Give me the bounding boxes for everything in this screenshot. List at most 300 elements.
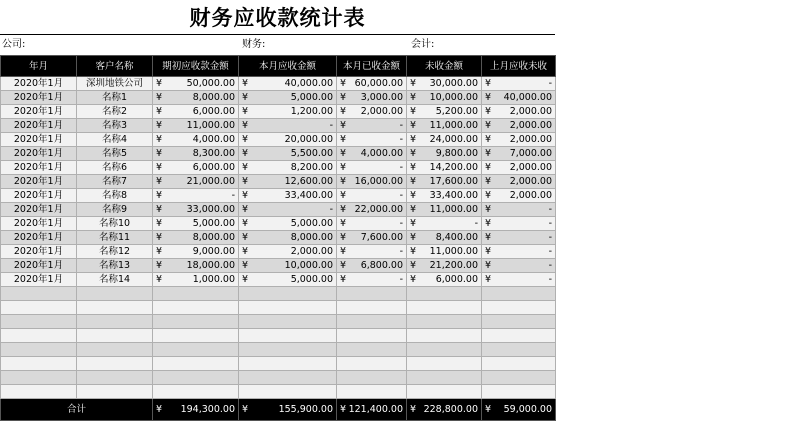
table-cell[interactable]	[482, 105, 556, 119]
table-cell[interactable]: 2020年1月	[1, 133, 77, 147]
currency-symbol: ¥	[410, 92, 417, 103]
currency-symbol: ¥	[156, 78, 163, 89]
table-cell[interactable]: 2020年1月	[1, 189, 77, 203]
table-cell[interactable]	[239, 161, 337, 175]
currency-symbol: ¥	[242, 162, 249, 173]
table-cell[interactable]: 名称6	[77, 161, 153, 175]
currency-symbol: ¥	[340, 162, 347, 173]
table-cell[interactable]	[153, 147, 239, 161]
cell-value: -	[548, 218, 552, 229]
table-row	[1, 329, 556, 343]
table-row	[1, 385, 556, 399]
cell-value: 21,200.00	[429, 260, 478, 271]
table-cell[interactable]	[239, 385, 337, 399]
cell-value: 33,000.00	[186, 204, 235, 215]
table-cell[interactable]: 名称11	[77, 231, 153, 245]
currency-symbol: ¥	[485, 78, 492, 89]
table-cell[interactable]	[153, 133, 239, 147]
table-cell[interactable]	[153, 329, 239, 343]
table-cell[interactable]	[77, 371, 153, 385]
currency-symbol: ¥	[410, 246, 417, 257]
table-cell[interactable]: 名称10	[77, 217, 153, 231]
currency-symbol: ¥	[410, 134, 417, 145]
cell-value: 40,000.00	[503, 92, 552, 103]
table-cell[interactable]	[482, 343, 556, 357]
total-value: 228,800.00	[423, 404, 478, 415]
table-cell[interactable]	[482, 357, 556, 371]
table-row	[1, 301, 556, 315]
cell-value: -	[231, 190, 235, 201]
cell-value: 30,000.00	[429, 78, 478, 89]
currency-symbol: ¥	[485, 134, 492, 145]
table-cell[interactable]	[407, 315, 482, 329]
table-cell[interactable]	[77, 357, 153, 371]
cell-value: 2,000.00	[509, 190, 552, 201]
table-row	[1, 189, 556, 203]
table-cell[interactable]: 2020年1月	[1, 161, 77, 175]
table-cell[interactable]	[337, 315, 407, 329]
currency-symbol: ¥	[340, 274, 347, 285]
currency-symbol: ¥	[410, 162, 417, 173]
cell-value: 2,000.00	[360, 106, 403, 117]
currency-symbol: ¥	[242, 120, 249, 131]
table-cell[interactable]	[153, 385, 239, 399]
cell-value: 40,000.00	[284, 78, 333, 89]
table-cell[interactable]	[239, 245, 337, 259]
cell-value: 8,000.00	[290, 232, 333, 243]
table-cell[interactable]: 名称1	[77, 91, 153, 105]
table-cell[interactable]	[337, 357, 407, 371]
table-cell[interactable]	[407, 371, 482, 385]
currency-symbol: ¥	[485, 176, 492, 187]
total-value: 59,000.00	[503, 404, 552, 415]
table-cell[interactable]: 名称4	[77, 133, 153, 147]
table-cell[interactable]	[153, 301, 239, 315]
table-cell[interactable]: 深圳地铁公司	[77, 77, 153, 91]
table-cell[interactable]: 2020年1月	[1, 203, 77, 217]
table-cell[interactable]	[1, 371, 77, 385]
table-cell[interactable]: 2020年1月	[1, 217, 77, 231]
table-cell[interactable]	[239, 91, 337, 105]
table-cell[interactable]	[239, 301, 337, 315]
table-cell[interactable]	[337, 133, 407, 147]
table-cell[interactable]	[482, 77, 556, 91]
table-row	[1, 119, 556, 133]
table-row	[1, 175, 556, 189]
table-cell[interactable]	[239, 77, 337, 91]
table-cell[interactable]	[77, 329, 153, 343]
table-cell[interactable]	[1, 287, 77, 301]
column-header[interactable]: 年月	[1, 56, 77, 77]
table-cell[interactable]	[153, 91, 239, 105]
table-cell[interactable]	[239, 133, 337, 147]
column-header[interactable]: 上月应收未收	[482, 56, 556, 77]
table-cell[interactable]	[337, 203, 407, 217]
currency-symbol: ¥	[242, 148, 249, 159]
table-cell[interactable]	[482, 259, 556, 273]
currency-symbol: ¥	[156, 190, 163, 201]
currency-symbol: ¥	[485, 106, 492, 117]
table-cell[interactable]	[482, 91, 556, 105]
table-cell[interactable]	[239, 315, 337, 329]
cell-value: 9,800.00	[435, 148, 478, 159]
table-cell[interactable]	[77, 343, 153, 357]
totals-row	[1, 399, 556, 421]
table-cell[interactable]: 2020年1月	[1, 175, 77, 189]
table-cell[interactable]	[239, 105, 337, 119]
table-cell[interactable]	[337, 245, 407, 259]
cell-value: -	[329, 204, 333, 215]
table-cell[interactable]: 名称8	[77, 189, 153, 203]
table-cell[interactable]	[1, 301, 77, 315]
table-cell[interactable]	[337, 175, 407, 189]
currency-symbol: ¥	[410, 148, 417, 159]
column-header[interactable]: 未收金额	[407, 56, 482, 77]
table-cell[interactable]	[153, 231, 239, 245]
table-cell[interactable]	[1, 329, 77, 343]
table-cell[interactable]	[407, 91, 482, 105]
table-cell[interactable]	[337, 77, 407, 91]
currency-symbol: ¥	[485, 148, 492, 159]
table-cell[interactable]	[337, 91, 407, 105]
cell-value: 14,200.00	[429, 162, 478, 173]
table-cell[interactable]	[337, 385, 407, 399]
currency-symbol: ¥	[340, 78, 347, 89]
table-cell[interactable]	[407, 329, 482, 343]
table-cell[interactable]: 2020年1月	[1, 273, 77, 287]
table-cell[interactable]	[407, 189, 482, 203]
currency-symbol: ¥	[242, 274, 249, 285]
currency-symbol: ¥	[156, 92, 163, 103]
currency-symbol: ¥	[410, 204, 417, 215]
table-cell[interactable]	[239, 147, 337, 161]
cell-value: 18,000.00	[186, 260, 235, 271]
currency-symbol: ¥	[242, 218, 249, 229]
table-cell[interactable]	[239, 119, 337, 133]
currency-symbol: ¥	[410, 404, 417, 415]
currency-symbol: ¥	[156, 162, 163, 173]
table-cell[interactable]	[482, 371, 556, 385]
table-cell[interactable]: 名称2	[77, 105, 153, 119]
table-cell[interactable]	[407, 301, 482, 315]
cell-value: 2,000.00	[509, 176, 552, 187]
currency-symbol: ¥	[156, 274, 163, 285]
table-row	[1, 105, 556, 119]
cell-value: 33,400.00	[429, 190, 478, 201]
currency-symbol: ¥	[156, 218, 163, 229]
cell-value: 6,000.00	[192, 106, 235, 117]
currency-symbol: ¥	[485, 274, 492, 285]
table-cell[interactable]: 名称14	[77, 273, 153, 287]
table-cell[interactable]	[153, 273, 239, 287]
table-cell[interactable]	[77, 315, 153, 329]
table-cell[interactable]	[337, 105, 407, 119]
table-row	[1, 133, 556, 147]
total-value: 194,300.00	[180, 404, 235, 415]
table-cell[interactable]	[407, 203, 482, 217]
table-cell[interactable]	[239, 273, 337, 287]
table-cell[interactable]	[239, 189, 337, 203]
table-cell[interactable]: 名称7	[77, 175, 153, 189]
table-cell[interactable]	[482, 217, 556, 231]
table-cell[interactable]	[482, 329, 556, 343]
cell-value: 7,600.00	[360, 232, 403, 243]
table-cell[interactable]: 2020年1月	[1, 147, 77, 161]
table-cell[interactable]	[482, 273, 556, 287]
cell-value: 8,000.00	[192, 232, 235, 243]
table-cell[interactable]	[482, 189, 556, 203]
table-cell[interactable]	[337, 119, 407, 133]
total-cell[interactable]	[407, 399, 482, 421]
table-cell[interactable]	[153, 357, 239, 371]
cell-value: 3,000.00	[360, 92, 403, 103]
table-cell[interactable]	[482, 385, 556, 399]
table-cell[interactable]	[407, 161, 482, 175]
table-row	[1, 217, 556, 231]
table-row	[1, 147, 556, 161]
cell-value: 16,000.00	[354, 176, 403, 187]
table-cell[interactable]	[482, 161, 556, 175]
table-cell[interactable]	[407, 343, 482, 357]
cell-value: 1,000.00	[192, 274, 235, 285]
table-cell[interactable]	[239, 357, 337, 371]
table-cell[interactable]: 名称9	[77, 203, 153, 217]
table-cell[interactable]	[239, 371, 337, 385]
currency-symbol: ¥	[242, 260, 249, 271]
table-cell[interactable]	[407, 259, 482, 273]
cell-value: 5,500.00	[290, 148, 333, 159]
column-header[interactable]: 本月已收金额	[337, 56, 407, 77]
currency-symbol: ¥	[410, 260, 417, 271]
currency-symbol: ¥	[156, 134, 163, 145]
table-cell[interactable]	[239, 217, 337, 231]
table-cell[interactable]: 2020年1月	[1, 259, 77, 273]
table-cell[interactable]	[153, 287, 239, 301]
table-cell[interactable]: 名称13	[77, 259, 153, 273]
table-row	[1, 245, 556, 259]
cell-value: 5,000.00	[192, 218, 235, 229]
table-cell[interactable]: 2020年1月	[1, 231, 77, 245]
currency-symbol: ¥	[410, 274, 417, 285]
table-cell[interactable]	[153, 105, 239, 119]
cell-value: -	[548, 260, 552, 271]
table-cell[interactable]	[337, 273, 407, 287]
cell-value: 6,000.00	[192, 162, 235, 173]
table-cell[interactable]	[337, 147, 407, 161]
column-header[interactable]: 本月应收金额	[239, 56, 337, 77]
table-cell[interactable]	[482, 301, 556, 315]
table-cell[interactable]: 2020年1月	[1, 91, 77, 105]
table-cell[interactable]	[1, 315, 77, 329]
table-cell[interactable]: 名称5	[77, 147, 153, 161]
table-cell[interactable]	[153, 371, 239, 385]
table-cell[interactable]	[153, 77, 239, 91]
total-cell[interactable]	[482, 399, 556, 421]
table-cell[interactable]	[153, 343, 239, 357]
table-cell[interactable]	[337, 343, 407, 357]
currency-symbol: ¥	[485, 190, 492, 201]
table-cell[interactable]	[153, 315, 239, 329]
table-cell[interactable]	[337, 231, 407, 245]
cell-value: 7,000.00	[509, 148, 552, 159]
cell-value: 9,000.00	[192, 246, 235, 257]
currency-symbol: ¥	[340, 134, 347, 145]
table-cell[interactable]	[407, 357, 482, 371]
table-row	[1, 77, 556, 91]
finance-label: 财务:	[242, 39, 266, 50]
column-header[interactable]: 期初应收款金额	[153, 56, 239, 77]
table-cell[interactable]	[153, 119, 239, 133]
cell-value: 17,600.00	[429, 176, 478, 187]
currency-symbol: ¥	[242, 106, 249, 117]
table-cell[interactable]	[77, 301, 153, 315]
table-cell[interactable]	[239, 259, 337, 273]
table-cell[interactable]: 2020年1月	[1, 245, 77, 259]
cell-value: 5,000.00	[290, 274, 333, 285]
currency-symbol: ¥	[485, 232, 492, 243]
table-cell[interactable]	[482, 133, 556, 147]
cell-value: 4,000.00	[360, 148, 403, 159]
cell-value: 11,000.00	[429, 120, 478, 131]
table-cell[interactable]	[239, 343, 337, 357]
currency-symbol: ¥	[410, 120, 417, 131]
table-cell[interactable]	[77, 385, 153, 399]
table-cell[interactable]	[337, 259, 407, 273]
table-row	[1, 371, 556, 385]
table-cell[interactable]	[482, 203, 556, 217]
total-cell[interactable]	[153, 399, 239, 421]
total-cell[interactable]	[337, 399, 407, 421]
table-cell[interactable]	[153, 189, 239, 203]
table-cell[interactable]	[407, 147, 482, 161]
total-cell[interactable]	[239, 399, 337, 421]
table-cell[interactable]: 名称12	[77, 245, 153, 259]
table-cell[interactable]	[337, 217, 407, 231]
table-cell[interactable]	[482, 119, 556, 133]
accounting-label: 会计:	[411, 39, 435, 50]
table-cell[interactable]: 2020年1月	[1, 105, 77, 119]
table-cell[interactable]	[337, 329, 407, 343]
total-value: 155,900.00	[278, 404, 333, 415]
table-cell[interactable]	[482, 175, 556, 189]
table-cell[interactable]	[482, 315, 556, 329]
cell-value: 11,000.00	[429, 204, 478, 215]
cell-value: -	[548, 232, 552, 243]
table-row	[1, 203, 556, 217]
cell-value: -	[399, 120, 403, 131]
currency-symbol: ¥	[340, 218, 347, 229]
table-cell[interactable]: 2020年1月	[1, 119, 77, 133]
table-cell[interactable]	[482, 231, 556, 245]
table-cell[interactable]	[407, 245, 482, 259]
table-cell[interactable]	[337, 371, 407, 385]
currency-symbol: ¥	[340, 260, 347, 271]
column-header[interactable]: 客户名称	[77, 56, 153, 77]
cell-value: 24,000.00	[429, 134, 478, 145]
currency-symbol: ¥	[340, 92, 347, 103]
cell-value: -	[399, 246, 403, 257]
table-cell[interactable]	[1, 357, 77, 371]
table-cell[interactable]	[407, 231, 482, 245]
table-cell[interactable]	[153, 161, 239, 175]
table-cell[interactable]	[239, 175, 337, 189]
table-cell[interactable]: 名称3	[77, 119, 153, 133]
currency-symbol: ¥	[410, 78, 417, 89]
currency-symbol: ¥	[156, 148, 163, 159]
table-cell[interactable]	[153, 175, 239, 189]
table-cell[interactable]	[77, 287, 153, 301]
table-cell[interactable]	[153, 217, 239, 231]
table-cell[interactable]	[239, 231, 337, 245]
cell-value: 12,600.00	[284, 176, 333, 187]
table-cell[interactable]	[482, 287, 556, 301]
currency-symbol: ¥	[242, 78, 249, 89]
table-cell[interactable]	[407, 77, 482, 91]
table-cell[interactable]	[239, 329, 337, 343]
table-row	[1, 343, 556, 357]
currency-symbol: ¥	[340, 106, 347, 117]
currency-symbol: ¥	[485, 162, 492, 173]
table-cell[interactable]	[1, 385, 77, 399]
table-row	[1, 357, 556, 371]
table-cell[interactable]	[482, 147, 556, 161]
table-cell[interactable]	[407, 217, 482, 231]
table-cell[interactable]	[153, 259, 239, 273]
company-label: 公司:	[2, 39, 26, 50]
table-cell[interactable]	[337, 287, 407, 301]
table-cell[interactable]	[337, 161, 407, 175]
total-value: 121,400.00	[348, 404, 403, 415]
cell-value: 11,000.00	[186, 120, 235, 131]
cell-value: 5,000.00	[290, 92, 333, 103]
currency-symbol: ¥	[156, 204, 163, 215]
table-cell[interactable]	[239, 287, 337, 301]
currency-symbol: ¥	[340, 120, 347, 131]
currency-symbol: ¥	[410, 218, 417, 229]
table-cell[interactable]	[407, 273, 482, 287]
table-cell[interactable]	[239, 203, 337, 217]
cell-value: -	[548, 204, 552, 215]
table-cell[interactable]	[407, 133, 482, 147]
cell-value: 8,400.00	[435, 232, 478, 243]
table-cell[interactable]	[153, 203, 239, 217]
cell-value: 22,000.00	[354, 204, 403, 215]
table-cell[interactable]	[407, 287, 482, 301]
currency-symbol: ¥	[340, 204, 347, 215]
table-cell[interactable]	[337, 189, 407, 203]
currency-symbol: ¥	[340, 246, 347, 257]
cell-value: 20,000.00	[284, 134, 333, 145]
table-cell[interactable]	[482, 245, 556, 259]
table-cell[interactable]	[407, 385, 482, 399]
cell-value: 5,000.00	[290, 218, 333, 229]
table-cell[interactable]	[1, 343, 77, 357]
table-cell[interactable]	[153, 245, 239, 259]
table-cell[interactable]	[407, 105, 482, 119]
currency-symbol: ¥	[410, 232, 417, 243]
currency-symbol: ¥	[242, 246, 249, 257]
table-cell[interactable]	[337, 301, 407, 315]
meta-row	[0, 35, 555, 55]
table-cell[interactable]	[407, 175, 482, 189]
table-cell[interactable]: 2020年1月	[1, 77, 77, 91]
currency-symbol: ¥	[485, 120, 492, 131]
table-row	[1, 259, 556, 273]
cell-value: -	[548, 274, 552, 285]
cell-value: 10,000.00	[284, 260, 333, 271]
cell-value: 6,000.00	[435, 274, 478, 285]
table-cell[interactable]	[407, 119, 482, 133]
